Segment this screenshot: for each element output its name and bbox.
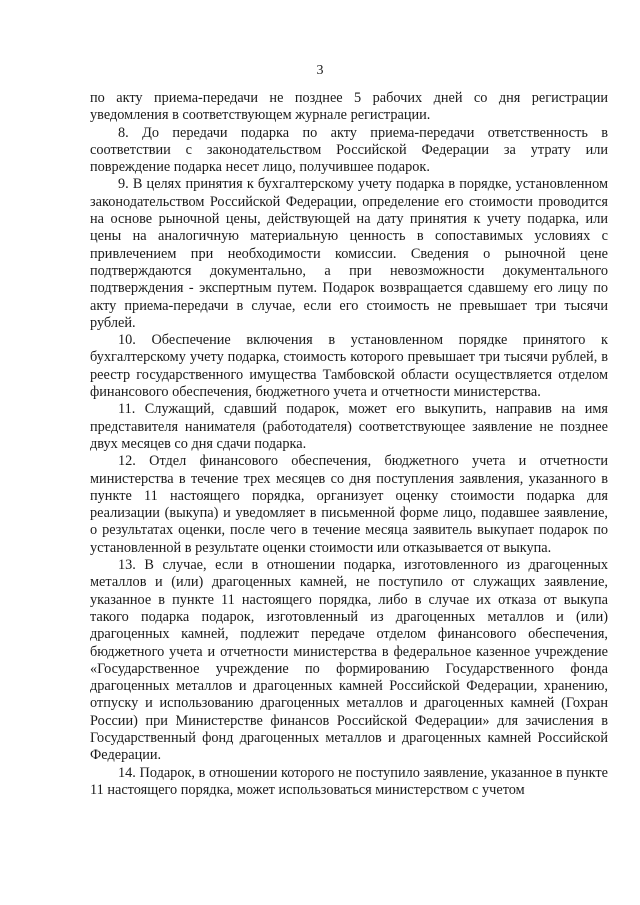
paragraph-item-8: 8. До передачи подарка по акту приема-передачи ответственность в соответствии с законодательством Российской Федерации за утрату или повреждение подарка несет лицо, получившее подарок. bbox=[90, 124, 608, 176]
paragraph-item-10: 10. Обеспечение включения в установленном порядке принятого к бухгалтерскому учету подарка, стоимость которого превышает три тысячи рублей, в реестр государственного имущества Тамбовской области осуществляется отделом финансового обеспечения, бюджетного учета и отчетности министерства. bbox=[90, 332, 608, 401]
document-body bbox=[90, 90, 608, 799]
paragraph-item-9: 9. В целях принятия к бухгалтерскому учету подарка в порядке, установленном законодательством Российской Федерации, определение его стоимости проводится на основе рыночной цены, действующей на дату принятия к учету подарка, или цены на аналогичную материальную ценность в сопоставимых условиях с привлечением при необходимости комиссии. Сведения о рыночной цене подтверждаются документально, а при невозможности документального подтверждения - экспертным путем. Подарок возвращается сдавшему его лицу по акту приема-передачи в случае, если его стоимость не превышает три тысячи рублей. bbox=[90, 176, 608, 331]
paragraph-item-13: 13. В случае, если в отношении подарка, изготовленного из драгоценных металлов и (или) драгоценных камней, не поступило от служащих заявление, указанное в пункте 11 настоящего порядка, либо в случае их отказа от выкупа такого подарка подарок, изготовленный из драгоценных металлов и (или) драгоценных камней, подлежит передаче отделом финансового обеспечения, бюджетного учета и отчетности министерства в федеральное казенное учреждение «Государственное учреждение по формированию Государственного фонда драгоценных металлов и драгоценных камней Российской Федерации, хранению, отпуску и использованию драгоценных металлов и драгоценных камней (Гохран России) при Министерстве финансов Российской Федерации» для зачисления в Государственный фонд драгоценных металлов и драгоценных камней Российской Федерации. bbox=[90, 557, 608, 764]
paragraph: по акту приема-передачи не позднее 5 рабочих дней со дня регистрации уведомления в соответствующем журнале регистрации. bbox=[90, 90, 608, 124]
page-number: 3 bbox=[316, 63, 324, 78]
paragraph-item-12: 12. Отдел финансового обеспечения, бюджетного учета и отчетности министерства в течение трех месяцев со дня поступления заявления, указанного в пункте 11 настоящего порядка, организует оценку стоимости подарка для реализации (выкупа) и уведомляет в письменной форме лицо, подавшее заявление, о результатах оценки, после чего в течение месяца заявитель выкупает подарок по установленной в результате оценки стоимости или отказывается от выкупа. bbox=[90, 453, 608, 556]
paragraph-item-14: 14. Подарок, в отношении которого не поступило заявление, указанное в пункте 11 настоящего порядка, может использоваться министерством с учетом bbox=[90, 764, 608, 798]
paragraph-item-11: 11. Служащий, сдавший подарок, может его выкупить, направив на имя представителя нанимателя (работодателя) соответствующее заявление не позднее двух месяцев со дня сдачи подарка. bbox=[90, 401, 608, 452]
